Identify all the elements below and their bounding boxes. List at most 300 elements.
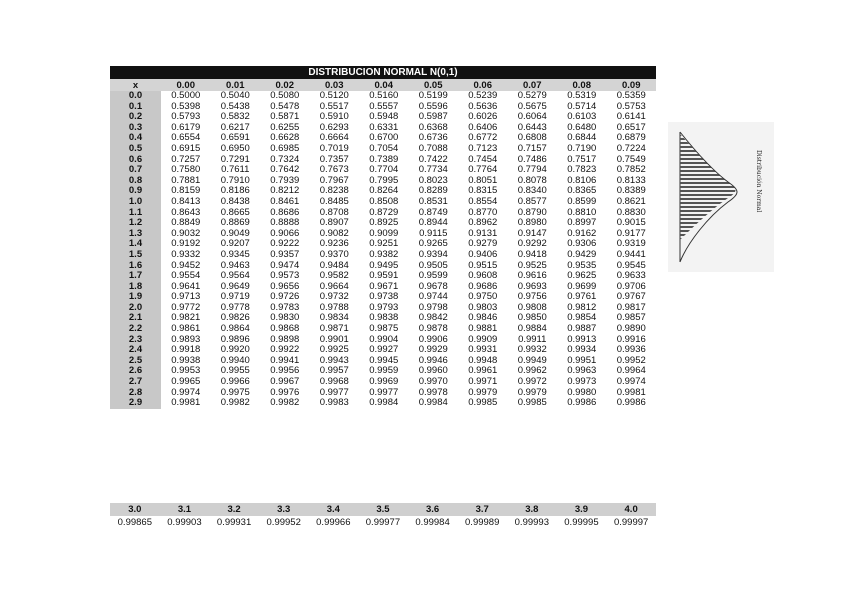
table-cell: 0.5239 [468, 91, 498, 101]
table-cell: 0.8340 [517, 186, 547, 197]
table-row [110, 324, 656, 335]
table-cell: 0.9656 [270, 281, 300, 292]
table-cell: 0.6026 [468, 112, 498, 123]
table-cell: 0.9846 [468, 313, 498, 324]
table-row [110, 250, 656, 261]
table-row [110, 239, 656, 250]
table-cell: 0.9830 [270, 313, 300, 324]
row-header: 2.3 [110, 335, 161, 346]
table-cell: 0.9985 [517, 398, 547, 409]
table-row [110, 197, 656, 208]
table-cell: 0.9147 [517, 228, 547, 239]
table-cell: 0.9292 [517, 239, 547, 250]
table-cell: 0.8869 [220, 218, 250, 229]
table-cell: 0.9591 [369, 271, 399, 282]
table-cell: 0.9936 [616, 345, 646, 356]
table-cell: 0.9913 [567, 334, 597, 345]
table-cell: 0.9931 [468, 345, 498, 356]
table-cell: 0.9783 [270, 302, 300, 313]
table-cell: 0.9983 [319, 398, 349, 409]
table-cell: 0.9812 [567, 302, 597, 313]
tail-value: 0.99989 [465, 517, 500, 528]
table-row [110, 292, 656, 303]
table-cell: 0.9875 [369, 324, 399, 335]
table-cell: 0.9495 [369, 260, 399, 271]
table-cell: 0.6064 [517, 112, 547, 123]
table-cell: 0.7324 [270, 154, 300, 165]
table-cell: 0.5871 [270, 112, 300, 123]
table-cell: 0.9964 [616, 366, 646, 377]
table-cell: 0.9834 [319, 313, 349, 324]
table-cell: 0.7794 [517, 165, 547, 176]
table-cell: 0.8186 [220, 186, 250, 197]
table-cell: 0.7642 [270, 165, 300, 176]
tail-header: 3.4 [309, 503, 359, 516]
table-cell: 0.6217 [220, 122, 250, 133]
table-cell: 0.8686 [270, 207, 300, 218]
table-cell: 0.6950 [220, 143, 250, 154]
table-cell: 0.9940 [220, 355, 250, 366]
table-cell: 0.9982 [220, 398, 250, 409]
table-cell: 0.9535 [567, 260, 597, 271]
table-cell: 0.9984 [418, 398, 448, 409]
tail-header: 3.0 [110, 503, 160, 516]
table-cell: 0.7517 [567, 154, 597, 165]
table-cell: 0.9817 [616, 302, 646, 313]
table-cell: 0.8621 [616, 196, 646, 207]
table-cell: 0.7995 [369, 175, 399, 186]
table-cell: 0.9974 [171, 387, 201, 398]
table-cell: 0.8078 [517, 175, 547, 186]
row-header: 0.0 [110, 91, 161, 102]
table-cell: 0.9961 [468, 366, 498, 377]
table-cell: 0.9901 [319, 334, 349, 345]
table-cell: 0.9932 [517, 345, 547, 356]
table-cell: 0.5279 [517, 91, 547, 101]
table-row [110, 176, 656, 187]
table-cell: 0.9015 [616, 218, 646, 229]
table-cell: 0.6915 [171, 143, 201, 154]
table-row [110, 261, 656, 272]
table-cell: 0.6664 [319, 133, 349, 144]
row-header: 0.1 [110, 102, 161, 113]
table-cell: 0.9977 [369, 387, 399, 398]
table-cell: 0.9332 [171, 249, 201, 260]
table-cell: 0.6700 [369, 133, 399, 144]
table-cell: 0.9599 [418, 271, 448, 282]
table-row [110, 356, 656, 367]
table-cell: 0.9778 [220, 302, 250, 313]
tail-value: 0.99993 [514, 517, 549, 528]
table-row [110, 165, 656, 176]
table-row [110, 155, 656, 166]
table-cell: 0.9968 [319, 377, 349, 388]
table-cell: 0.8106 [567, 175, 597, 186]
table-cell: 0.9738 [369, 292, 399, 303]
table-cell: 0.9608 [468, 271, 498, 282]
table-cell: 0.6406 [468, 122, 498, 133]
table-cell: 0.9370 [319, 249, 349, 260]
table-cell: 0.8159 [171, 186, 201, 197]
row-header: 1.2 [110, 218, 161, 229]
table-cell: 0.9162 [567, 228, 597, 239]
table-cell: 0.9969 [369, 377, 399, 388]
table-cell: 0.9934 [567, 345, 597, 356]
table-cell: 0.8962 [468, 218, 498, 229]
table-cell: 0.9955 [220, 366, 250, 377]
table-cell: 0.5948 [369, 112, 399, 123]
table-cell: 0.7019 [319, 143, 349, 154]
table-cell: 0.9981 [171, 398, 201, 409]
table-cell: 0.9948 [468, 355, 498, 366]
table-cell: 0.8238 [319, 186, 349, 197]
row-header: 0.5 [110, 144, 161, 155]
table-cell: 0.9911 [518, 334, 547, 345]
table-cell: 0.8508 [369, 196, 399, 207]
tail-header: 3.5 [358, 503, 408, 516]
table-cell: 0.6879 [616, 133, 646, 144]
tail-value: 0.99865 [117, 517, 152, 528]
tail-header: 3.7 [457, 503, 507, 516]
tail-header: 3.2 [209, 503, 259, 516]
table-cell: 0.8665 [220, 207, 250, 218]
row-header: 2.6 [110, 366, 161, 377]
table-cell: 0.9772 [171, 302, 201, 313]
table-cell: 0.9898 [270, 334, 300, 345]
table-cell: 0.5160 [369, 91, 399, 101]
x-column-header: x [110, 79, 161, 91]
table-cell: 0.9857 [616, 313, 646, 324]
table-cell: 0.6628 [270, 133, 300, 144]
table-cell: 0.9788 [319, 302, 349, 313]
tail-values-row [110, 516, 656, 529]
table-cell: 0.9922 [270, 345, 300, 356]
figure-caption: Distribución Normal [755, 150, 762, 213]
row-header: 0.6 [110, 155, 161, 166]
table-cell: 0.9251 [369, 239, 399, 250]
table-cell: 0.7967 [319, 175, 349, 186]
table-cell: 0.9545 [616, 260, 646, 271]
table-cell: 0.9959 [369, 366, 399, 377]
table-cell: 0.6554 [171, 133, 201, 144]
table-cell: 0.9893 [171, 334, 201, 345]
table-cell: 0.9049 [220, 228, 250, 239]
table-cell: 0.9906 [418, 334, 448, 345]
table-cell: 0.9864 [220, 324, 250, 335]
table-cell: 0.9418 [517, 249, 547, 260]
table-cell: 0.9192 [171, 239, 201, 250]
table-cell: 0.9967 [270, 377, 300, 388]
table-cell: 0.9699 [567, 281, 597, 292]
table-title: DISTRIBUCION NORMAL N(0,1) [110, 66, 656, 79]
table-cell: 0.5120 [319, 91, 349, 101]
table-cell: 0.8944 [418, 218, 448, 229]
table-cell: 0.9941 [270, 355, 300, 366]
table-cell: 0.9986 [567, 398, 597, 409]
table-cell: 0.6255 [270, 122, 300, 133]
row-header: 0.4 [110, 133, 161, 144]
table-row [110, 271, 656, 282]
table-cell: 0.9953 [171, 366, 201, 377]
table-cell: 0.9904 [369, 334, 399, 345]
table-cell: 0.8810 [567, 207, 597, 218]
table-cell: 0.9952 [616, 355, 646, 366]
table-cell: 0.9945 [369, 355, 399, 366]
table-cell: 0.9713 [171, 292, 201, 303]
tail-value: 0.99995 [564, 517, 599, 528]
table-cell: 0.9357 [270, 249, 300, 260]
table-cell: 0.9686 [468, 281, 498, 292]
table-cell: 0.9890 [616, 324, 646, 335]
table-cell: 0.9887 [567, 324, 597, 335]
row-header: 2.4 [110, 345, 161, 356]
table-cell: 0.9927 [369, 345, 399, 356]
tail-header: 3.1 [160, 503, 210, 516]
table-cell: 0.5000 [171, 91, 201, 101]
tail-value: 0.99984 [415, 517, 450, 528]
tail-value: 0.99952 [266, 517, 301, 528]
column-header: 0.02 [260, 79, 310, 91]
table-cell: 0.9920 [220, 345, 250, 356]
tail-value: 0.99966 [316, 517, 351, 528]
table-cell: 0.8438 [220, 196, 250, 207]
table-row [110, 313, 656, 324]
table-cell: 0.7389 [369, 154, 399, 165]
table-cell: 0.9726 [270, 292, 300, 303]
table-row [110, 144, 656, 155]
table-cell: 0.9975 [220, 387, 250, 398]
table-cell: 0.8461 [270, 196, 300, 207]
table-cell: 0.9664 [319, 281, 349, 292]
row-header: 2.1 [110, 313, 161, 324]
table-cell: 0.9671 [369, 281, 399, 292]
table-cell: 0.9960 [418, 366, 448, 377]
table-cell: 0.9693 [517, 281, 547, 292]
table-cell: 0.5557 [369, 101, 399, 112]
table-row [110, 218, 656, 229]
table-cell: 0.9625 [567, 271, 597, 282]
table-cell: 0.9032 [171, 228, 201, 239]
table-cell: 0.7939 [270, 175, 300, 186]
table-cell: 0.8389 [616, 186, 646, 197]
table-cell: 0.7454 [468, 154, 498, 165]
table-cell: 0.9525 [517, 260, 547, 271]
table-cell: 0.8888 [270, 218, 300, 229]
tail-header: 3.6 [408, 503, 458, 516]
table-cell: 0.9976 [270, 387, 300, 398]
table-cell: 0.9382 [369, 249, 399, 260]
table-cell: 0.9826 [220, 313, 250, 324]
tail-value: 0.99997 [613, 517, 649, 528]
table-cell: 0.9966 [220, 377, 250, 388]
table-cell: 0.9099 [369, 228, 399, 239]
table-row [110, 112, 656, 123]
table-cell: 0.9678 [418, 281, 448, 292]
table-cell: 0.5040 [220, 91, 250, 101]
tail-value: 0.99931 [216, 517, 252, 528]
table-cell: 0.8980 [517, 218, 547, 229]
row-header: 1.9 [110, 292, 161, 303]
table-cell: 0.8289 [418, 186, 448, 197]
tail-header: 3.9 [557, 503, 607, 516]
row-header: 1.3 [110, 229, 161, 240]
table-cell: 0.7291 [220, 154, 250, 165]
table-cell: 0.8599 [567, 196, 597, 207]
table-row [110, 229, 656, 240]
tail-header: 3.8 [507, 503, 557, 516]
row-header: 0.8 [110, 176, 161, 187]
table-cell: 0.6736 [418, 133, 448, 144]
table-cell: 0.7422 [418, 154, 448, 165]
table-cell: 0.9744 [418, 292, 448, 303]
table-cell: 0.9974 [616, 377, 646, 388]
table-cell: 0.5987 [418, 112, 448, 123]
tail-header: 4.0 [606, 503, 656, 516]
row-header: 2.2 [110, 324, 161, 335]
table-cell: 0.8133 [616, 175, 646, 186]
table-cell: 0.9719 [220, 292, 250, 303]
table-cell: 0.7823 [567, 165, 597, 176]
table-cell: 0.7852 [616, 165, 646, 176]
table-cell: 0.9977 [319, 387, 349, 398]
table-cell: 0.8485 [319, 196, 349, 207]
table-cell: 0.6141 [616, 112, 646, 123]
column-header: 0.05 [409, 79, 459, 91]
table-cell: 0.9131 [468, 228, 498, 239]
row-header: 0.2 [110, 112, 161, 123]
shaded-area [680, 134, 736, 240]
table-cell: 0.7054 [369, 143, 399, 154]
table-cell: 0.6844 [567, 133, 597, 144]
table-row [110, 282, 656, 293]
column-header: 0.00 [161, 79, 211, 91]
table-cell: 0.6179 [171, 122, 201, 133]
row-header: 1.7 [110, 271, 161, 282]
table-cell: 0.9854 [567, 313, 597, 324]
table-cell: 0.9949 [517, 355, 547, 366]
table-cell: 0.7549 [616, 154, 646, 165]
table-cell: 0.9394 [418, 249, 448, 260]
table-cell: 0.9951 [567, 355, 597, 366]
table-row [110, 91, 656, 102]
table-cell: 0.7088 [418, 143, 448, 154]
table-cell: 0.5753 [616, 101, 646, 112]
table-cell: 0.9808 [517, 302, 547, 313]
table-cell: 0.9965 [171, 377, 201, 388]
table-cell: 0.9066 [270, 228, 300, 239]
table-cell: 0.8051 [468, 175, 498, 186]
tail-values-table [110, 503, 656, 529]
table-cell: 0.9946 [418, 355, 448, 366]
table-cell: 0.8315 [468, 186, 498, 197]
table-cell: 0.9641 [171, 281, 201, 292]
table-cell: 0.9861 [171, 324, 201, 335]
row-header: 1.1 [110, 208, 161, 219]
table-cell: 0.9943 [319, 355, 349, 366]
table-cell: 0.9957 [319, 366, 349, 377]
table-cell: 0.7764 [468, 165, 498, 176]
table-cell: 0.7190 [567, 143, 597, 154]
table-cell: 0.5438 [220, 101, 250, 112]
table-row [110, 102, 656, 113]
table-cell: 0.8907 [319, 218, 349, 229]
table-cell: 0.9429 [567, 249, 597, 260]
table-cell: 0.9850 [517, 313, 547, 324]
row-header: 2.0 [110, 303, 161, 314]
table-cell: 0.9838 [369, 313, 399, 324]
table-cell: 0.9573 [270, 271, 300, 282]
table-cell: 0.9265 [418, 239, 448, 250]
table-cell: 0.9554 [171, 271, 201, 282]
table-cell: 0.5398 [171, 101, 201, 112]
row-header: 1.6 [110, 261, 161, 272]
table-cell: 0.9616 [517, 271, 547, 282]
column-header: 0.04 [359, 79, 409, 91]
table-cell: 0.6480 [567, 122, 597, 133]
table-cell: 0.9732 [319, 292, 349, 303]
row-header: 2.5 [110, 356, 161, 367]
table-row [110, 303, 656, 314]
table-cell: 0.5636 [468, 101, 498, 112]
table-cell: 0.5714 [567, 101, 597, 112]
table-cell: 0.8554 [468, 196, 498, 207]
table-cell: 0.8749 [418, 207, 448, 218]
table-cell: 0.9884 [517, 324, 547, 335]
table-cell: 0.7611 [221, 165, 250, 176]
table-cell: 0.9962 [517, 366, 547, 377]
table-cell: 0.9984 [369, 398, 399, 409]
table-cell: 0.5199 [418, 91, 448, 101]
table-cell: 0.9484 [319, 260, 349, 271]
table-cell: 0.7357 [319, 154, 349, 165]
table-header-row [110, 79, 656, 91]
table-cell: 0.6591 [220, 133, 250, 144]
table-cell: 0.8830 [616, 207, 646, 218]
table-cell: 0.8264 [369, 186, 399, 197]
table-cell: 0.8023 [418, 175, 448, 186]
table-cell: 0.8643 [171, 207, 201, 218]
table-cell: 0.5517 [319, 101, 349, 112]
table-cell: 0.8212 [270, 186, 300, 197]
table-cell: 0.9306 [567, 239, 597, 250]
table-cell: 0.9505 [418, 260, 448, 271]
table-row [110, 388, 656, 399]
table-cell: 0.8531 [418, 196, 448, 207]
table-cell: 0.7257 [171, 154, 201, 165]
table-cell: 0.9979 [468, 387, 498, 398]
table-cell: 0.9842 [418, 313, 448, 324]
column-header: 0.07 [508, 79, 558, 91]
table-row [110, 208, 656, 219]
table-cell: 0.9236 [319, 239, 349, 250]
table-cell: 0.9761 [567, 292, 597, 303]
table-cell: 0.9115 [419, 228, 448, 239]
table-cell: 0.5359 [616, 91, 646, 101]
table-cell: 0.9868 [270, 324, 300, 335]
table-cell: 0.9970 [418, 377, 448, 388]
table-cell: 0.9222 [270, 239, 300, 250]
normal-distribution-table [110, 79, 656, 409]
table-cell: 0.9978 [418, 387, 448, 398]
table-cell: 0.9803 [468, 302, 498, 313]
column-header: 0.08 [557, 79, 607, 91]
table-cell: 0.5319 [567, 91, 597, 101]
table-cell: 0.9207 [220, 239, 250, 250]
table-cell: 0.9177 [616, 228, 646, 239]
table-cell: 0.9452 [171, 260, 201, 271]
table-cell: 0.9979 [517, 387, 547, 398]
tail-header-row [110, 503, 656, 516]
